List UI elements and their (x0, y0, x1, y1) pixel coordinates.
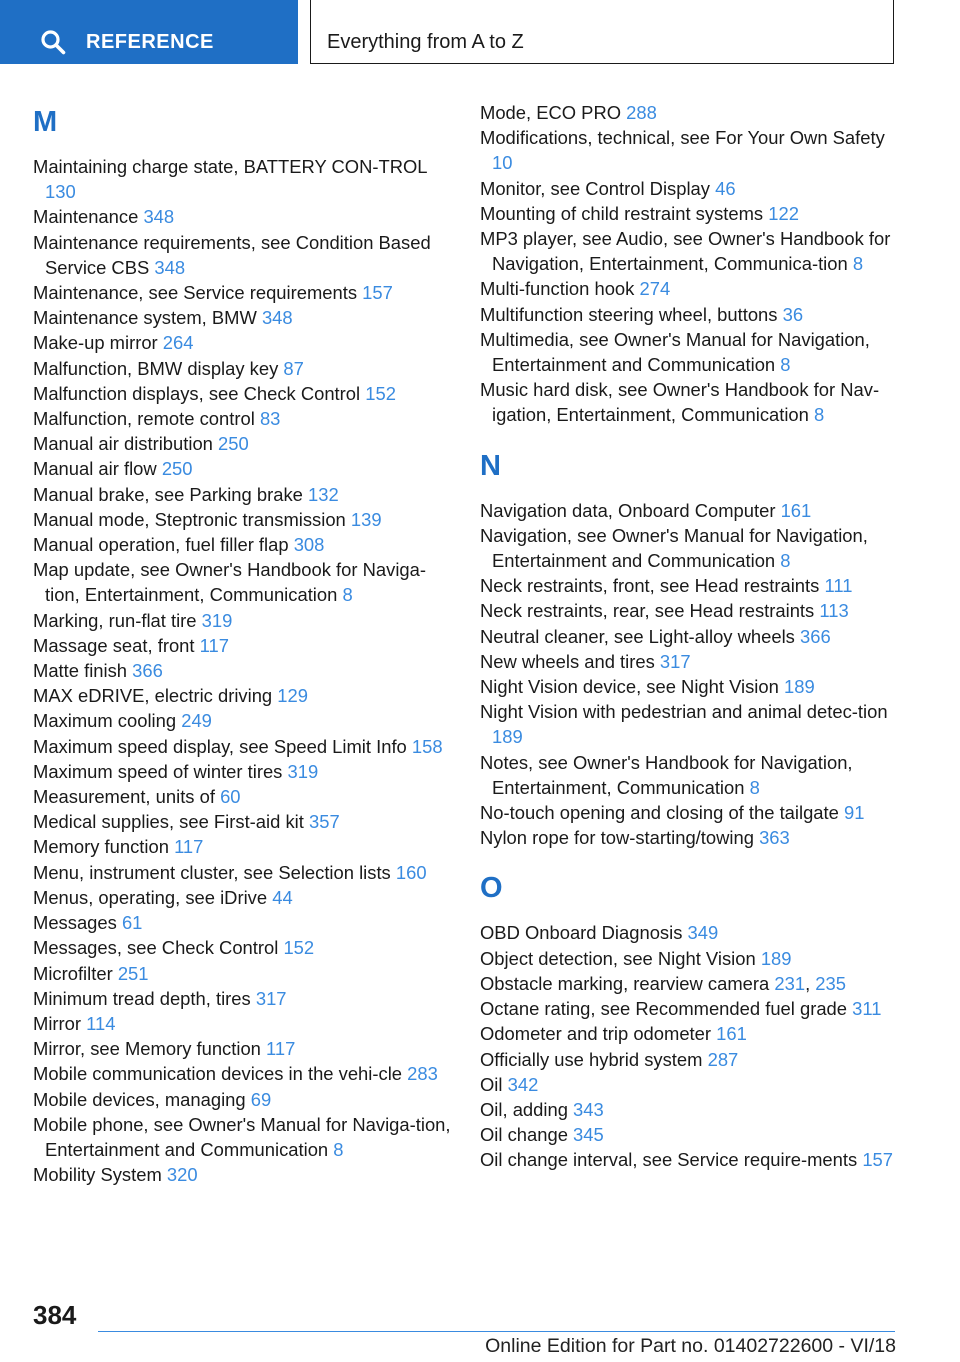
page-reference-link[interactable]: 117 (266, 1038, 296, 1060)
page-reference-link[interactable]: 122 (768, 202, 799, 224)
page-reference-link[interactable]: 320 (166, 1164, 198, 1186)
index-entry-text: Microfilter (33, 962, 113, 984)
page-reference-link[interactable]: 317 (659, 650, 691, 672)
index-entry-text: New wheels and tires (480, 650, 655, 672)
index-column-right (480, 100, 900, 1173)
page-reference-link[interactable]: 157 (862, 1149, 893, 1171)
index-entry-text: Maximum speed of winter tires (33, 760, 283, 782)
index-entry-text: Manual mode, Steptronic transmission (33, 508, 346, 530)
index-entry-text: Multi-function hook (480, 278, 635, 300)
page-reference-link[interactable]: 235 (815, 972, 846, 994)
index-entry-text: Navigation, see Owner's Manual for Navigation, Entertainment and Communication (480, 524, 868, 572)
index-entry (33, 683, 453, 708)
index-entry (33, 759, 453, 784)
page-reference-link[interactable]: 311 (852, 998, 882, 1020)
index-entry (33, 1112, 453, 1162)
index-entry (33, 734, 453, 759)
index-entry (33, 910, 453, 935)
page-reference-link[interactable]: 348 (261, 307, 293, 329)
index-entry (480, 226, 900, 276)
index-entry (480, 176, 900, 201)
index-entry (33, 1036, 453, 1061)
index-entry (480, 800, 900, 825)
page-reference-link[interactable]: 287 (707, 1048, 739, 1070)
index-entry-text: Obstacle marking, rearview camera (480, 972, 770, 994)
index-entry (33, 305, 453, 330)
index-entry: Obstacle marking, rearview camera 231, 235 (480, 972, 846, 994)
index-entry-text: Mirror, see Memory function (33, 1038, 261, 1060)
page-reference-link[interactable]: 348 (143, 206, 175, 228)
index-entry (480, 100, 900, 125)
index-entry-text: Notes, see Owner's Handbook for Navigation, Entertainment, Communication (480, 751, 853, 798)
index-entry-text: MP3 player, see Audio, see Owner's Handbook for Navigation, Entertainment, Communica-tion (480, 228, 891, 275)
footer-edition-text: Online Edition for Part no. 01402722600 - VI/18 (485, 1335, 896, 1357)
index-entry (480, 1047, 900, 1072)
index-entry-text: Navigation data, Onboard Computer (480, 499, 776, 521)
page-reference-link[interactable]: 114 (86, 1012, 116, 1034)
index-entry (480, 750, 900, 800)
page-reference-link[interactable]: 160 (395, 861, 427, 883)
index-entry-text: Mobility System (33, 1164, 162, 1186)
index-entry-text: Mode, ECO PRO (480, 102, 622, 123)
index-entry (33, 1162, 453, 1187)
page-reference-link[interactable]: 308 (293, 534, 325, 556)
page-reference-link[interactable]: 251 (117, 962, 149, 984)
index-entry-text: Mobile devices, managing (33, 1088, 246, 1110)
index-entry-text: Menus, operating, see iDrive (33, 886, 268, 908)
page-reference-link[interactable]: 343 (573, 1098, 604, 1120)
index-entry-text: Neck restraints, rear, see Head restraints (480, 600, 815, 622)
page-reference-link[interactable]: 283 (407, 1063, 438, 1085)
index-entry-text: Maximum speed display, see Speed Limit Info (33, 735, 407, 757)
page-reference-link[interactable]: 158 (411, 735, 443, 757)
page-reference-link[interactable]: 8 (814, 404, 825, 426)
index-entry-text: Maximum cooling (33, 710, 177, 732)
page-reference-link[interactable]: 342 (507, 1073, 539, 1095)
index-entry (480, 1122, 900, 1147)
index-entry-text: Memory function (33, 836, 169, 858)
index-entry-text: Messages (33, 912, 117, 934)
index-entry-text: Medical supplies, see First-aid kit (33, 811, 304, 833)
index-entry (480, 498, 900, 523)
chapter-header (310, 0, 894, 64)
index-entry (33, 507, 453, 532)
index-entry-text: Multifunction steering wheel, buttons (480, 303, 778, 325)
index-entry-text: Neutral cleaner, see Light-alloy wheels (480, 625, 795, 647)
index-entry-text: Object detection, see Night Vision (480, 947, 756, 969)
page-reference-link[interactable]: 8 (333, 1138, 344, 1160)
page-reference-link[interactable]: 250 (218, 433, 249, 455)
index-entry (33, 406, 453, 431)
index-entry-text: Maintenance, see Service requirements (33, 282, 358, 304)
index-entry (33, 204, 453, 229)
index-entry (33, 381, 453, 406)
index-entry (33, 431, 453, 456)
index-entry (33, 961, 453, 986)
index-entry (480, 302, 900, 327)
page-reference-link[interactable]: 8 (780, 550, 791, 572)
index-entry (480, 825, 900, 850)
page-reference-link[interactable]: 83 (259, 408, 281, 430)
index-entry (33, 280, 453, 305)
page-reference-link[interactable]: 189 (492, 726, 523, 748)
page-reference-link[interactable]: 152 (365, 382, 396, 404)
reference-tab-label: REFERENCE (86, 31, 214, 53)
index-entry-text: Maintenance (33, 206, 139, 228)
index-entry-text: Malfunction displays, see Check Control (33, 382, 361, 404)
index-entry-text: Odometer and trip odometer (480, 1023, 712, 1045)
reference-tab[interactable] (0, 0, 298, 64)
index-entry (480, 276, 900, 301)
index-entry (33, 834, 453, 859)
index-column-left (33, 100, 453, 1187)
index-entry-text: Messages, see Check Control (33, 937, 279, 959)
index-entry-text: Oil, adding (480, 1098, 568, 1120)
index-entry-text: Neck restraints, front, see Head restraints (480, 575, 820, 597)
page-reference-link[interactable]: 10 (492, 152, 513, 174)
index-entry (480, 996, 900, 1021)
index-entry-text: Mobile phone, see Owner's Manual for Naviga-tion, Entertainment and Communication (33, 1113, 451, 1160)
page-reference-link[interactable]: 60 (220, 786, 241, 808)
index-entry-text: Malfunction, remote control (33, 408, 255, 430)
page-reference-link[interactable]: 8 (780, 354, 791, 376)
page-reference-link[interactable]: 132 (308, 483, 339, 505)
index-entry-text: MAX eDRIVE, electric driving (33, 685, 273, 707)
index-entry (480, 523, 900, 573)
index-entry (33, 885, 453, 910)
page-reference-link[interactable]: 44 (272, 886, 293, 908)
chapter-title: Everything from A to Z (327, 31, 524, 53)
page-reference-link[interactable]: 161 (716, 1023, 747, 1045)
index-entry (480, 1072, 900, 1097)
index-entry-text: Make-up mirror (33, 332, 158, 354)
index-entry-text: Mirror (33, 1012, 82, 1034)
index-entry-text: Menu, instrument cluster, see Selection lists (33, 861, 391, 883)
index-entry-text: Manual brake, see Parking brake (33, 483, 303, 505)
index-entry-text: Multimedia, see Owner's Manual for Navigation, Entertainment and Communication (480, 328, 870, 376)
index-entry (33, 356, 453, 381)
page-reference-link[interactable]: 363 (759, 827, 790, 849)
page-reference-link[interactable]: 357 (308, 811, 340, 833)
index-entry (33, 935, 453, 960)
index-entry (33, 230, 453, 280)
page-reference-link[interactable]: 61 (121, 912, 143, 934)
index-entry (33, 1011, 453, 1036)
page-reference-link[interactable]: 189 (760, 947, 792, 969)
index-entry (480, 1097, 900, 1122)
page-reference-link[interactable]: 91 (844, 802, 865, 824)
page-reference-link[interactable]: 189 (783, 676, 815, 698)
page-reference-link[interactable]: 111 (824, 575, 853, 597)
index-entry (480, 327, 900, 377)
page-reference-link[interactable]: 348 (154, 256, 186, 278)
index-entry-text: Marking, run-flat tire (33, 609, 197, 631)
index-entry (33, 608, 453, 633)
index-entry (480, 674, 900, 699)
index-entry (480, 1147, 900, 1172)
page-reference-link[interactable]: 319 (201, 609, 233, 631)
index-entry-text: Nylon rope for tow-starting/towing (480, 827, 754, 849)
index-entry-text: OBD Onboard Diagnosis (480, 922, 683, 944)
page-reference-link[interactable]: 264 (162, 332, 194, 354)
index-entry (480, 125, 900, 175)
page-reference-link[interactable]: 46 (715, 177, 736, 199)
page-reference-link[interactable]: 317 (255, 987, 287, 1009)
page-reference-link[interactable]: 231 (774, 972, 806, 994)
search-icon (40, 29, 66, 55)
index-entry (480, 377, 900, 427)
page-reference-link[interactable]: 130 (45, 181, 76, 203)
index-entry (33, 809, 453, 834)
index-entry (33, 1087, 453, 1112)
page-reference-link[interactable]: 319 (287, 760, 319, 782)
page-reference-link[interactable]: 8 (342, 584, 353, 606)
index-entry-text: Mobile communication devices in the vehi-cle (33, 1063, 403, 1085)
index-entry-text: Map update, see Owner's Handbook for Naviga-tion, Entertainment, Communication (33, 559, 426, 606)
page-reference-link[interactable]: 345 (573, 1124, 604, 1146)
index-entry (33, 860, 453, 885)
index-letter-heading: N (480, 449, 501, 482)
index-entry (480, 598, 900, 623)
index-entry-text: No-touch opening and closing of the tailgate (480, 802, 839, 824)
index-entry (480, 573, 900, 598)
index-letter-heading: O (480, 872, 503, 905)
index-entry-text: Officially use hybrid system (480, 1048, 703, 1070)
index-entry (33, 986, 453, 1011)
index-entry (33, 154, 453, 204)
page-reference-link[interactable]: 152 (283, 937, 315, 959)
page-reference-link[interactable]: 117 (199, 634, 229, 656)
index-entry (480, 946, 900, 971)
page-reference-link[interactable]: 8 (852, 253, 864, 275)
index-entry (480, 201, 900, 226)
index-entry (33, 1061, 453, 1086)
page-reference-link[interactable]: 157 (362, 282, 393, 304)
index-entry-text: Manual air distribution (33, 433, 213, 455)
index-entry (480, 649, 900, 674)
index-entry (480, 624, 900, 649)
index-entry-text: Oil change (480, 1124, 568, 1146)
page-reference-link[interactable]: 8 (749, 776, 760, 798)
index-entry-text: Music hard disk, see Owner's Handbook for Nav-igation, Entertainment, Communication (480, 379, 880, 426)
index-entry-text: Mounting of child restraint systems (480, 202, 764, 224)
index-entry-text: Manual operation, fuel filler flap (33, 534, 289, 556)
index-entry (33, 708, 453, 733)
page-reference-link[interactable]: 250 (161, 458, 193, 480)
page-reference-link[interactable]: 87 (283, 357, 304, 379)
page-reference-link[interactable]: 249 (181, 710, 212, 732)
index-entry-text: Measurement, units of (33, 786, 215, 808)
index-entry (33, 633, 453, 658)
index-entry-text: Oil change interval, see Service require-ments (480, 1149, 858, 1171)
page-number: 384 (33, 1300, 77, 1330)
page-reference-link[interactable]: 69 (250, 1088, 272, 1110)
index-entry-text: Maintenance requirements, see Condition Based Service CBS (33, 231, 431, 278)
index-entry-text: Manual air flow (33, 458, 157, 480)
page-reference-link[interactable]: 139 (350, 508, 382, 530)
page-reference-link[interactable]: 117 (174, 836, 204, 858)
index-entry-text: Maintenance system, BMW (33, 307, 257, 329)
index-entry (33, 330, 453, 355)
index-entry-text: Massage seat, front (33, 634, 195, 656)
index-entry (33, 784, 453, 809)
index-entry-text: Oil (480, 1073, 503, 1095)
index-entry-text: Minimum tread depth, tires (33, 987, 251, 1009)
page-reference-link[interactable]: 349 (687, 922, 719, 944)
index-entry-text: Maintaining charge state, BATTERY CON-TROL (33, 156, 427, 177)
index-entry-text: Octane rating, see Recommended fuel grade (480, 998, 848, 1020)
page-reference-link[interactable]: 366 (132, 660, 163, 682)
index-entry-text: Matte finish (33, 660, 128, 682)
page-reference-link[interactable]: 129 (277, 685, 308, 707)
page-reference-link[interactable]: 366 (799, 625, 831, 647)
page-reference-link[interactable]: 161 (780, 499, 812, 521)
index-entry (33, 532, 453, 557)
index-entry (480, 1021, 900, 1046)
page-reference-link[interactable]: 36 (782, 303, 804, 325)
index-entry-text: Modifications, technical, see For Your Own Safety (480, 127, 885, 149)
page-reference-link[interactable]: 274 (639, 278, 671, 300)
index-entry-text: Monitor, see Control Display (480, 177, 710, 199)
index-entry-text: Night Vision with pedestrian and animal detec-tion (480, 701, 888, 723)
index-entry-text: Night Vision device, see Night Vision (480, 676, 779, 698)
index-entry (33, 482, 453, 507)
index-entry-text: Malfunction, BMW display key (33, 357, 279, 379)
page-reference-link[interactable]: 288 (626, 102, 657, 123)
index-entry (33, 658, 453, 683)
footer-divider (98, 1331, 895, 1332)
page-reference-link[interactable]: 113 (819, 600, 849, 622)
index-entry (480, 920, 900, 945)
index-letter-heading: M (33, 106, 58, 138)
index-entry (480, 699, 900, 749)
index-entry (33, 557, 453, 607)
index-entry (33, 456, 453, 481)
